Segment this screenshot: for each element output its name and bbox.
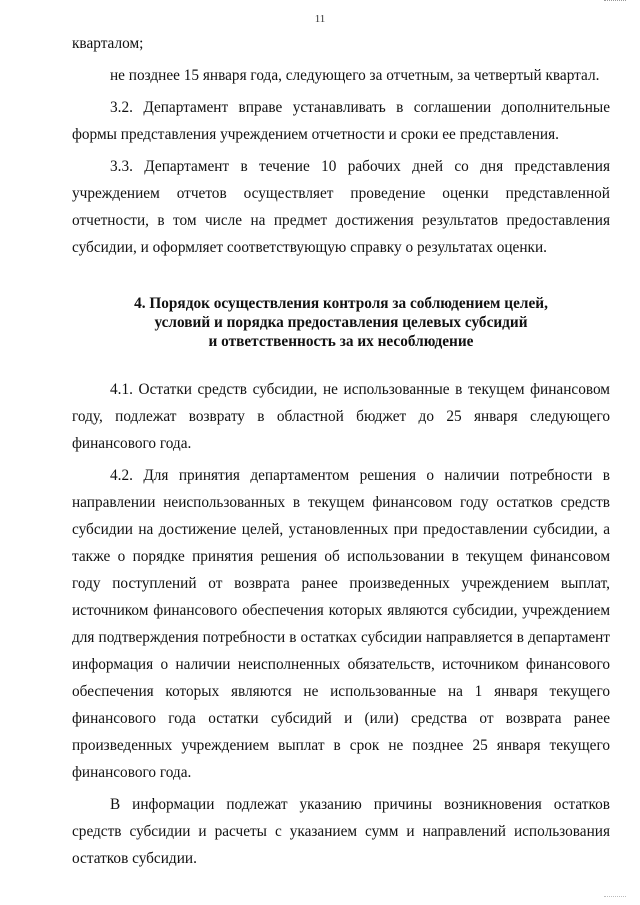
paragraph-4-2: 4.2. Для принятия департаментом решения о наличии потребности в направлении неиспользованных в текущем финансовом году остатков средств субсидии на достижение целей, установленных при предоставлении субсидии, а также о порядке принятия решения об использовании в текущем финансовом году поступлений от возврата ранее произведенных учреждением выплат, источником финансового обеспечения которых являются субсидии, учреждением для подтверждения потребности в остатках субсидии направляется в департамент информация о наличии неисполненных обязательств, источником финансового обеспечения которых являются не использованные на 1 января текущего финансового года остатки субсидий и (или) средства от возврата ранее произведенных учреждением выплат в срок не позднее 25 января текущего финансового года. xyxy=(72,467,610,781)
section-heading-line-1: 4. Порядок осуществления контроля за соблюдением целей, xyxy=(134,295,548,312)
document-body xyxy=(72,30,610,877)
section-heading-line-2: условий и порядка предоставления целевых субсидий xyxy=(154,314,528,331)
paragraph-3-2: 3.2. Департамент вправе устанавливать в соглашении дополнительные формы представления учреждением отчетности и сроки ее представления. xyxy=(72,99,610,143)
paragraph-q4-deadline: не позднее 15 января года, следующего за отчетным, за четвертый квартал. xyxy=(110,67,600,84)
section-heading-line-3: и ответственность за их несоблюдение xyxy=(208,333,474,350)
paragraph-4-1: 4.1. Остатки средств субсидии, не использованные в текущем финансовом году, подлежат возврату в областной бюджет до 25 января следующего финансового года. xyxy=(72,381,610,452)
page-number: 11 xyxy=(314,13,326,25)
scan-corner-mark-bottom xyxy=(604,896,626,899)
paragraph-continuation: кварталом; xyxy=(72,35,144,52)
paragraph-3-3: 3.3. Департамент в течение 10 рабочих дней со дня представления учреждением отчетов осуществляет проведение оценки представленной отчетности, в том числе на предмет достижения результатов предоставления субсидии, и оформляет соответствующую справку о результатах оценки. xyxy=(72,158,610,256)
section-heading xyxy=(72,294,610,351)
paragraph-information: В информации подлежат указанию причины возникновения остатков средств субсидии и расчеты с указанием сумм и направлений использования остатков субсидии. xyxy=(72,796,610,867)
scan-corner-mark-top xyxy=(604,0,626,3)
